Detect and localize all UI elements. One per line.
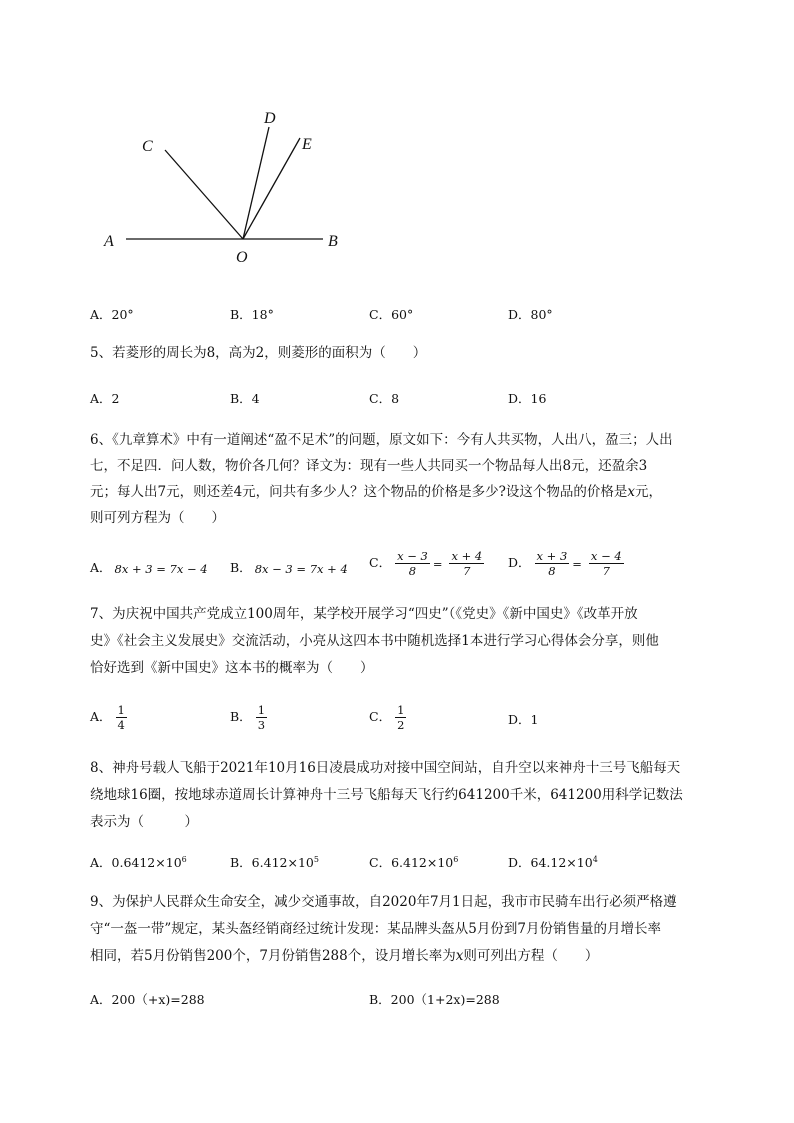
q6-stem-line-4: 则可列方程为（ ） xyxy=(90,510,225,526)
q5-option-d[interactable]: D．16 xyxy=(508,391,547,406)
q7-option-d[interactable]: D．1 xyxy=(508,712,539,727)
fraction-denominator: 3 xyxy=(257,718,266,732)
q8-option-a-text: A．0.6412×10 xyxy=(90,855,182,870)
fraction-numerator: 1 xyxy=(397,703,405,717)
q9-variable: x xyxy=(455,948,464,964)
q6-option-d-fraction-1 xyxy=(535,549,570,578)
fraction-numerator: x + 4 xyxy=(451,549,483,563)
label-A: A xyxy=(104,233,114,250)
angle-figure xyxy=(90,100,370,275)
label-D: D xyxy=(264,110,276,127)
q8-stem-line-3: 表示为（ ） xyxy=(90,814,198,830)
q6-option-a-equation: 8x + 3 = 7x − 4 xyxy=(114,561,208,576)
q7-stem-line-1: 7、为庆祝中国共产党成立100周年，某学校开展学习“四史”（《党史》《新中国史》《改革开放 xyxy=(90,606,638,622)
q7-option-b-label: B． xyxy=(230,709,252,724)
q6-option-d[interactable] xyxy=(508,549,624,578)
q7-option-c-label: C． xyxy=(369,709,392,724)
q8-option-c[interactable] xyxy=(369,853,458,871)
fraction-numerator: 1 xyxy=(257,703,266,717)
q8-option-c-text: C．6.412×10 xyxy=(369,855,454,870)
q4-option-b[interactable]: B．18° xyxy=(230,307,274,322)
q9-stem-line-1: 9、为保护人民群众生命安全，减少交通事故，自2020年7月1日起，我市市民骑车出行必须严格遵 xyxy=(90,894,677,910)
fraction-denominator: 2 xyxy=(397,718,405,732)
q6-option-c-label: C． xyxy=(369,555,392,570)
fraction-denominator: 8 xyxy=(548,564,556,578)
q6-option-c-fraction-1 xyxy=(395,549,430,578)
q9-stem-line-2: 守“一盔一带”规定，某头盔经销商经过统计发现：某品牌头盔从5月份到7月份销售量的月增长率 xyxy=(90,921,661,937)
equals-sign: = xyxy=(572,556,582,571)
q5-option-a[interactable]: A．2 xyxy=(90,391,120,406)
q6-stem-line-3 xyxy=(90,479,760,505)
q6-option-c[interactable] xyxy=(369,549,484,578)
q6-option-b-equation: 8x − 3 = 7x + 4 xyxy=(254,561,348,576)
fraction-numerator: x − 4 xyxy=(590,549,622,563)
q5-stem: 5、若菱形的周长为8，高为2，则菱形的面积为（ ） xyxy=(90,345,427,361)
q9-stem-line-3-text: 相同，若5月份销售200个，7月份销售288个，设月增长率为 xyxy=(90,948,456,964)
label-C: C xyxy=(142,138,153,155)
q6-option-b[interactable] xyxy=(230,558,351,576)
q7-stem-line-3: 恰好选到《新中国史》这本书的概率为（ ） xyxy=(90,660,374,676)
q8-option-b[interactable] xyxy=(230,853,319,871)
ray-OC xyxy=(165,150,243,239)
q7-stem-line-2: 史》《社会主义发展史》交流活动，小亮从这四本书中随机选择1本进行学习心得体会分享，则他 xyxy=(90,633,659,649)
label-E: E xyxy=(302,136,312,153)
ray-OD xyxy=(243,127,269,239)
q8-option-a[interactable] xyxy=(90,853,187,871)
q6-stem-line-1: 6、《九章算术》中有一道阐述“盈不足术”的问题，原文如下：今有人共买物，人出八，盈三；人出 xyxy=(90,432,673,448)
q7-option-c-fraction xyxy=(395,703,406,732)
q6-option-d-label: D． xyxy=(508,555,531,570)
q7-option-c[interactable] xyxy=(369,703,406,732)
q5-option-b[interactable]: B．4 xyxy=(230,391,260,406)
fraction-denominator: 4 xyxy=(117,718,125,732)
q6-option-d-fraction-2 xyxy=(589,549,624,578)
fraction-numerator: 1 xyxy=(117,703,125,717)
fraction-numerator: x − 3 xyxy=(397,549,428,563)
q4-option-a[interactable]: A．20° xyxy=(90,307,134,322)
q6-option-b-label: B． xyxy=(230,560,252,575)
q8-option-d-text: D．64.12×10 xyxy=(508,855,593,870)
label-O: O xyxy=(236,249,248,266)
equals-sign: = xyxy=(432,556,443,571)
ray-OE xyxy=(243,138,300,239)
fraction-denominator: 7 xyxy=(463,564,471,578)
q9-option-b[interactable]: B．200（1+2x)=288 xyxy=(369,992,500,1007)
fraction-denominator: 7 xyxy=(602,564,610,578)
q8-stem-line-2: 绕地球16圈，按地球赤道周长计算神舟十三号飞船每天飞行约641200千米，641200用科学记数法 xyxy=(90,787,683,803)
q7-option-a-fraction xyxy=(116,703,127,732)
q8-stem-line-1: 8、神舟号载人飞船于2021年10月16日凌晨成功对接中国空间站，自升空以来神舟十三号飞船每天 xyxy=(90,760,681,776)
q8-option-a-exponent: 6 xyxy=(181,854,187,864)
q7-option-a-label: A． xyxy=(90,709,112,724)
q9-stem-line-3-end: 则可列出方程（ ） xyxy=(463,948,599,964)
q6-option-c-fraction-2 xyxy=(449,549,484,578)
q6-option-a[interactable] xyxy=(90,558,211,576)
label-B: B xyxy=(328,233,338,250)
q9-stem-line-3 xyxy=(90,943,760,969)
q8-option-d[interactable] xyxy=(508,853,598,871)
q8-option-b-text: B．6.412×10 xyxy=(230,855,314,870)
q7-option-a[interactable] xyxy=(90,703,127,732)
q8-option-d-exponent: 4 xyxy=(592,854,598,864)
q7-option-b[interactable] xyxy=(230,703,267,732)
q7-option-b-fraction xyxy=(256,703,267,732)
fraction-denominator: 8 xyxy=(408,564,417,578)
q4-option-c[interactable]: C．60° xyxy=(369,307,414,322)
q6-stem-line-2: 七，不足四．问人数，物价各几何？译文为：现有一些人共同买一个物品每人出8元，还盈余3 xyxy=(90,458,648,474)
q5-option-c[interactable]: C．8 xyxy=(369,391,400,406)
q6-variable: x xyxy=(627,484,636,500)
q8-option-c-exponent: 6 xyxy=(453,854,459,864)
q6-stem-line-3-text: 元；每人出7元，则还差4元，问共有多少人？这个物品的价格是多少?设这个物品的价格是 xyxy=(90,484,628,500)
q4-option-d[interactable]: D．80° xyxy=(508,307,553,322)
fraction-numerator: x + 3 xyxy=(536,549,568,563)
q6-stem-line-3-end: 元， xyxy=(635,484,663,500)
q8-option-b-exponent: 5 xyxy=(313,854,319,864)
q6-option-a-label: A． xyxy=(90,560,112,575)
q9-option-a[interactable]: A．200（+x)=288 xyxy=(90,992,205,1007)
